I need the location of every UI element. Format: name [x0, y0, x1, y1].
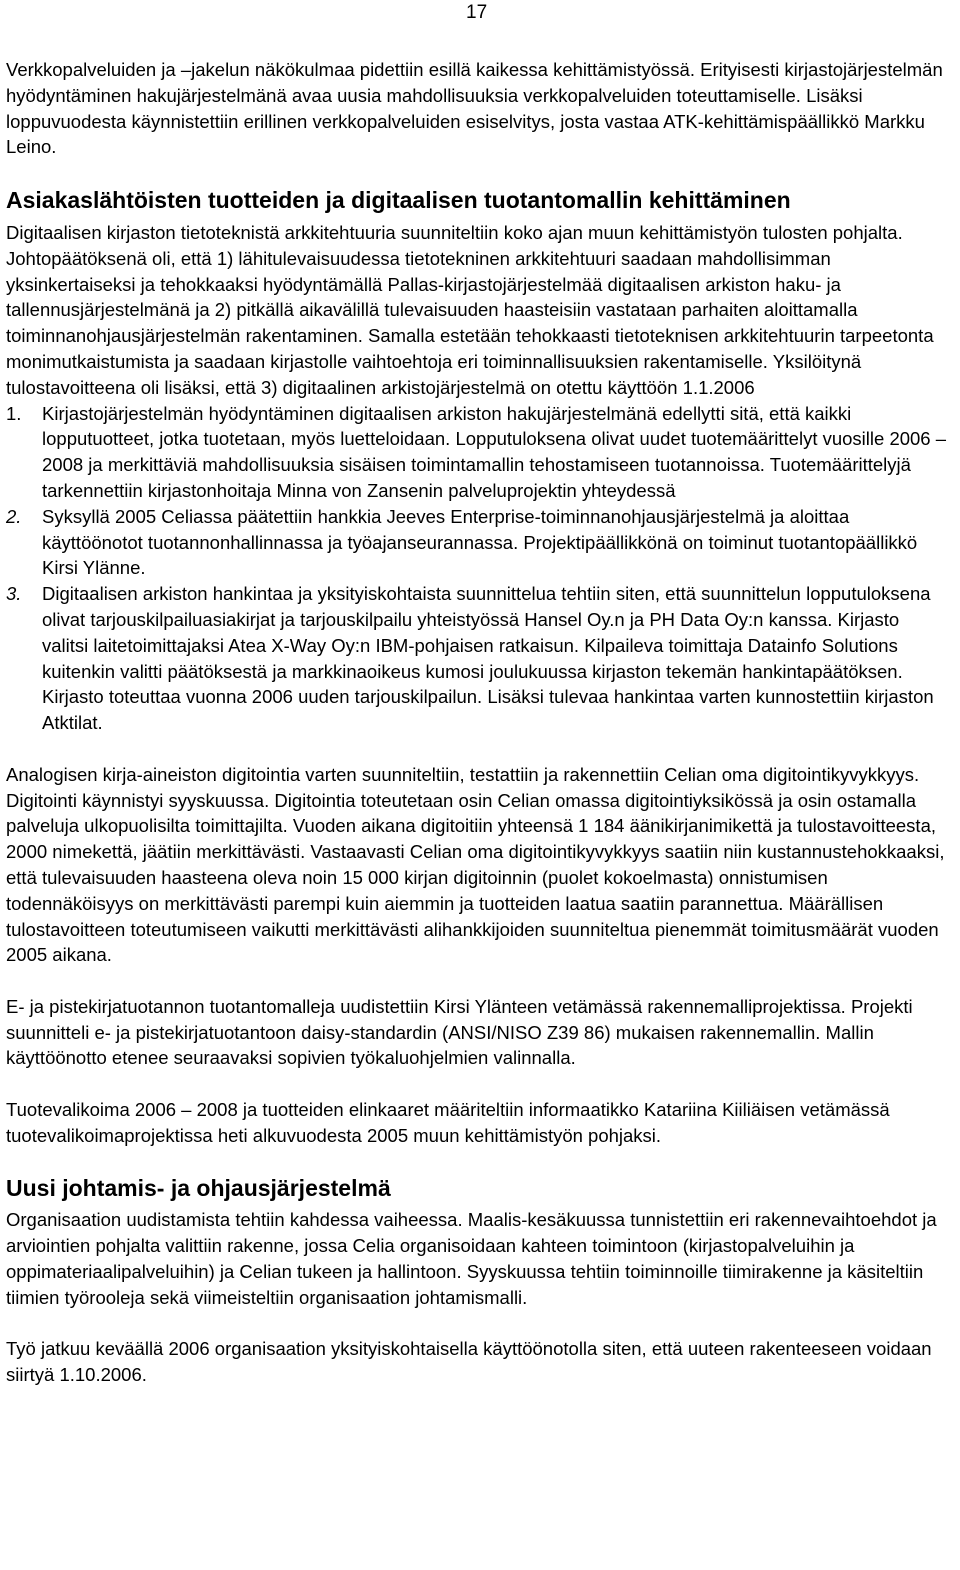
paragraph-product-range: Tuotevalikoima 2006 – 2008 ja tuotteiden elinkaaret määriteltiin informaatikko Katariina Kiiliäisen vetämässä tuotevalikoimaprojektissa heti alkuvuodesta 2005 muun kehittämistyön pohjaksi. — [6, 1099, 890, 1146]
list-item-number: 2. — [6, 505, 22, 527]
page-number: 17 — [466, 2, 488, 23]
list-item-text: Kirjastojärjestelmän hyödyntäminen digitaalisen arkiston hakujärjestelmänä edellytti sitä, että kaikki lopputuotteet, jotka tuotetaan, myös luetteloidaan. Lopputuloksena olivat uudet tuotemäärittelyt vuosille 2006 – 2008 ja merkittäviä mahdollisuuksia sisäisen toimintamallin tehostamiseen tuotannoissa. Tuotemäärittelyjä tarkennettiin kirjastonhoitaja Minna von Zansenin palveluprojektin yhteydessä — [42, 402, 947, 501]
paragraph-digital-architecture: Digitaalisen kirjaston tietoteknistä arkkitehtuuria suunniteltiin koko ajan muun kehittämistyön tulosten pohjalta. Johtopäätöksenä oli, että 1) lähitulevaisuudessa tietotekninen arkkitehtuuri saadaan mahdollisimman yksinkertaiseksi ja tehokkaaksi hyödyntämällä Pallas-kirjastojärjestelmää digitaalisen arkiston haku- ja tallennusjärjestelmänä ja 2) pitkällä aikavälillä tulevaisuuden haasteisiin vastataan parhaiten aloittamalla toiminnanohjausjärjestelmän rakentaminen. Samalla estetään tehokkaasti tietoteknisen arkkitehtuurin tarpeetonta monimutkaistumista ja saadaan kirjastolle vaihtoehtoja eri toiminnallisuuksien rakentamiselle. Yksilöitynä tulostavoitteena oli lisäksi, että 3) digitaalinen arkistojärjestelmä on otettu käyttöön 1.1.2006 — [6, 221, 934, 398]
list-item — [6, 504, 950, 581]
list-item-text: Syksyllä 2005 Celiassa päätettiin hankkia Jeeves Enterprise-toiminnanohjausjärjestelmä ja aloittaa käyttöönotot tuotannonhallinnassa ja työajanseurannassa. Projektipäällikkönä on toiminut tuotantopäällikkö Kirsi Ylänne. — [42, 505, 918, 579]
list-item-text: Digitaalisen arkiston hankintaa ja yksityiskohtaista suunnittelua tehtiin siten, että suunnittelun lopputuloksena olivat tarjouskilpailuasiakirjat ja tarjouskilpailu yhteistyössä Hansel Oy.n ja PH Data Oy:n kanssa. Kirjasto valitsi laitetoimittajaksi Atea X-Way Oy:n IBM-pohjaisen ratkaisun. Kilpaileva toimittaja Datainfo Solutions kuitenkin valitti päätöksestä ja markkinaoikeus kumosi joulukuussa kirjaston tekemän hankintapäätöksen. Kirjasto toteuttaa vuonna 2006 uuden tarjouskilpailun. Lisäksi tulevaa hankintaa varten kunnostettiin kirjaston Atktilat. — [42, 583, 934, 734]
heading-customer-products: Asiakaslähtöisten tuotteiden ja digitaalisen tuotantomallin kehittäminen — [6, 186, 791, 213]
paragraph-continuation: Työ jatkuu keväällä 2006 organisaation yksityiskohtaisella käyttöönotolla siten, että uuteen rakenteeseen voidaan siirtyä 1.10.2006. — [6, 1338, 932, 1386]
paragraph-ebook-production: E- ja pistekirjatuotannon tuotantomalleja uudistettiin Kirsi Ylänteen vetämässä rakennemalliprojektissa. Projekti suunnitteli e- ja pistekirjatuotantoon daisy-standardin (ANSI/NISO Z39 86) mukaisen rakennemallin. Mallin käyttöönotto etenee seuraavaksi sopivien työkaluohjelmien valinnalla. — [6, 995, 913, 1069]
list-item-number: 1. — [6, 402, 22, 424]
document-body — [6, 57, 950, 1388]
paragraph-organization: Organisaation uudistamista tehtiin kahdessa vaiheessa. Maalis-kesäkuussa tunnistettiin eri rakennevaihtoehdot ja arviointien pohjalta valittiin rakenne, jossa Celia organisoidaan kahteen toimintoon (kirjastopalveluihin ja oppimateriaalipalveluihin) ja Celian tukeen ja hallintoon. Syyskuussa tehtiin toiminnoille tiimirakenne ja käsiteltiin tiimien työrooleja sekä viimeisteltiin organisaation johtamismalli. — [6, 1209, 937, 1308]
paragraph-web-services: Verkkopalveluiden ja –jakelun näkökulmaa pidettiin esillä kaikessa kehittämistyössä. Erityisesti kirjastojärjestelmän hyödyntäminen hakujärjestelmänä avaa uusia mahdollisuuksia verkkopalveluiden toteuttamiselle. Lisäksi loppuvuodesta käynnistettiin erillinen verkkopalveluiden esiselvitys, josta vastaa ATK-kehittämispäällikkö Markku Leino. — [6, 59, 943, 158]
numbered-list — [6, 401, 950, 736]
list-item-number: 3. — [6, 583, 22, 605]
heading-management-system: Uusi johtamis- ja ohjausjärjestelmä — [6, 1175, 391, 1202]
paragraph-digitization: Analogisen kirja-aineiston digitointia varten suunniteltiin, testattiin ja rakennettiin Celian oma digitointikyvykkyys. Digitointi käynnistyi syyskuussa. Digitointia toteutetaan osin Celian omassa digitointiyksikössä ja osin ostamalla palveluja ulkopuolisilta toimittajilta. Vuoden aikana digitoitiin yhteensä 1 184 äänikirjanimikettä ja tulostavoitteesta, 2000 nimekettä, jäätiin merkittävästi. Vastaavasti Celian oma digitointikyvykkyys saatiin niin kustannustehokkaaksi, että tulevaisuuden haasteena oleva noin 15 000 kirjan digitoinnin (puolet kokoelmasta) onnistumisen todennäköisyys on merkittävästi parempi kuin aiemmin ja tuotteiden laatua saatiin parannettua. Määrällisen tulostavoitteen toteutumiseen vaikutti merkittävästi alihankkijoiden suunniteltua pienemmät toimitusmäärät vuoden 2005 aikana. — [6, 763, 945, 966]
list-item — [6, 581, 950, 736]
list-item — [6, 401, 950, 504]
